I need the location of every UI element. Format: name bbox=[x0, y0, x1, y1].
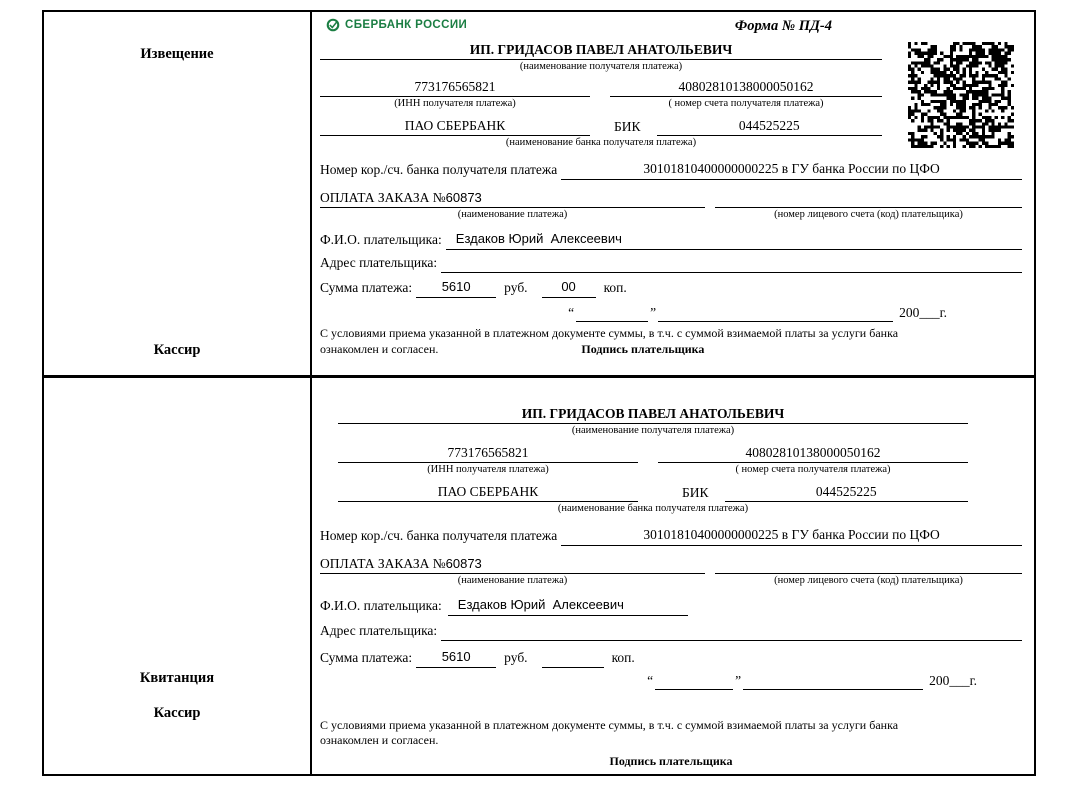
notice-side-column bbox=[44, 12, 312, 375]
bank-caption: (наименование банка получателя платежа) bbox=[557, 503, 749, 514]
inn-account-row bbox=[320, 77, 882, 110]
notice-narrow-block bbox=[320, 40, 882, 149]
account-caption: ( номер счета получателя платежа) bbox=[668, 98, 824, 109]
payer-name-label: Ф.И.О. плательщика: bbox=[320, 232, 442, 247]
corr-label: Номер кор./сч. банка получателя платежа bbox=[320, 162, 558, 177]
bik-label: БИК bbox=[614, 119, 641, 134]
date-close-quote: ” bbox=[735, 673, 742, 688]
agreement-block bbox=[320, 326, 1022, 358]
payment-sum-row bbox=[320, 647, 1022, 668]
date-month-field bbox=[743, 689, 923, 690]
agreement-line1: С условиями приема указанной в платежном документе суммы, в т.ч. с суммой взимаемой платы за услуги банка bbox=[320, 326, 899, 340]
bik-value: 044525225 bbox=[725, 482, 968, 502]
payment-purpose bbox=[320, 188, 705, 208]
payer-address-row bbox=[320, 620, 1022, 641]
sum-kop-value bbox=[542, 667, 604, 668]
receipt-narrow-block bbox=[338, 404, 968, 515]
personal-account-caption: (номер лицевого счета (код) плательщика) bbox=[774, 209, 963, 220]
corr-account-row bbox=[320, 159, 1022, 180]
corr-label: Номер кор./сч. банка получателя платежа bbox=[320, 528, 558, 543]
date-open-quote: “ bbox=[568, 305, 575, 320]
payer-address-label: Адрес плательщика: bbox=[320, 255, 438, 270]
payer-name-value: Ездаков Юрий Алексеевич bbox=[448, 595, 688, 616]
bik-label: БИК bbox=[682, 485, 709, 500]
inn-account-row bbox=[338, 443, 968, 476]
payer-signature-label: Подпись плательщика bbox=[581, 342, 705, 356]
payee-name: ИП. ГРИДАСОВ ПАВЕЛ АНАТОЛЬЕВИЧ bbox=[320, 40, 882, 60]
sum-rub-value: 5610 bbox=[416, 277, 496, 298]
account-value: 40802810138000050162 bbox=[658, 443, 968, 463]
agreement-line2: ознакомлен и согласен. bbox=[320, 733, 439, 747]
date-close-quote: ” bbox=[650, 305, 657, 320]
account-value: 40802810138000050162 bbox=[610, 77, 882, 97]
payer-address-row bbox=[320, 252, 1022, 273]
kop-label: коп. bbox=[611, 650, 635, 665]
bank-row bbox=[338, 482, 968, 502]
date-row bbox=[320, 302, 947, 322]
purpose-prefix: ОПЛАТА ЗАКАЗА № bbox=[320, 556, 446, 571]
personal-account-field bbox=[715, 554, 1022, 574]
receipt-side-label: Квитанция bbox=[139, 670, 215, 686]
date-month-field bbox=[658, 321, 893, 322]
corr-value: 30101810400000000225 в ГУ банка России по ЦФО bbox=[561, 159, 1022, 180]
payer-address-value bbox=[441, 272, 1022, 273]
purpose-captions-row bbox=[320, 208, 1022, 221]
sberbank-logo bbox=[326, 18, 467, 32]
sberbank-logo-icon bbox=[326, 18, 340, 32]
payee-name: ИП. ГРИДАСОВ ПАВЕЛ АНАТОЛЬЕВИЧ bbox=[338, 404, 968, 424]
bik-value: 044525225 bbox=[657, 116, 882, 136]
payee-caption: (наименование получателя платежа) bbox=[571, 425, 735, 436]
corr-value: 30101810400000000225 в ГУ банка России по ЦФО bbox=[561, 525, 1022, 546]
payer-name-row bbox=[320, 229, 1022, 250]
order-number: 60873 bbox=[445, 190, 482, 205]
corr-account-row bbox=[320, 525, 1022, 546]
bank-caption: (наименование банка получателя платежа) bbox=[505, 137, 697, 148]
payer-name-row bbox=[320, 595, 1022, 616]
inn-caption: (ИНН получателя платежа) bbox=[427, 464, 549, 475]
personal-account-field bbox=[715, 188, 1022, 208]
receipt-section bbox=[44, 378, 1034, 774]
date-day-field bbox=[576, 321, 648, 322]
form-number: Форма № ПД-4 bbox=[734, 18, 832, 34]
date-open-quote: “ bbox=[647, 673, 654, 688]
agreement-line2: ознакомлен и согласен. bbox=[320, 342, 439, 356]
payee-caption: (наименование получателя платежа) bbox=[519, 61, 683, 72]
sum-kop-value: 00 bbox=[542, 277, 596, 298]
inn-value: 773176565821 bbox=[320, 77, 590, 97]
order-number: 60873 bbox=[445, 556, 482, 571]
bank-row bbox=[320, 116, 882, 136]
purpose-caption: (наименование платежа) bbox=[457, 575, 568, 586]
sum-label: Сумма платежа: bbox=[320, 650, 413, 665]
notice-header-row bbox=[320, 18, 1022, 38]
payer-name-label: Ф.И.О. плательщика: bbox=[320, 598, 442, 613]
notice-section bbox=[44, 12, 1034, 378]
notice-side-label: Извещение bbox=[140, 46, 214, 62]
payer-name-value: Ездаков Юрий Алексеевич bbox=[446, 229, 1022, 250]
payer-address-value bbox=[441, 640, 1022, 641]
purpose-captions-row bbox=[320, 574, 1022, 587]
payment-sum-row bbox=[320, 277, 1022, 298]
sum-rub-value: 5610 bbox=[416, 647, 496, 668]
notice-cashier-label: Кассир bbox=[153, 342, 201, 358]
sberbank-logo-text: СБЕРБАНК РОССИИ bbox=[345, 19, 468, 31]
date-day-field bbox=[655, 689, 733, 690]
receipt-side-column bbox=[44, 378, 312, 774]
agreement-block bbox=[320, 718, 1022, 769]
receipt-cashier-label: Кассир bbox=[153, 705, 201, 721]
date-year: 200___г. bbox=[899, 305, 947, 320]
inn-value: 773176565821 bbox=[338, 443, 638, 463]
purpose-caption: (наименование платежа) bbox=[457, 209, 568, 220]
bank-name: ПАО СБЕРБАНК bbox=[320, 116, 590, 136]
kop-label: коп. bbox=[603, 280, 627, 295]
qr-code bbox=[908, 42, 1014, 148]
purpose-prefix: ОПЛАТА ЗАКАЗА № bbox=[320, 190, 446, 205]
purpose-row bbox=[320, 554, 1022, 574]
notice-form-body bbox=[312, 12, 1034, 375]
rub-label: руб. bbox=[504, 280, 528, 295]
personal-account-caption: (номер лицевого счета (код) плательщика) bbox=[774, 575, 963, 586]
sum-label: Сумма платежа: bbox=[320, 280, 413, 295]
purpose-row bbox=[320, 188, 1022, 208]
date-year: 200___г. bbox=[929, 673, 977, 688]
receipt-form-body bbox=[312, 378, 1034, 774]
date-row bbox=[320, 670, 977, 690]
agreement-line1: С условиями приема указанной в платежном документе суммы, в т.ч. с суммой взимаемой платы за услуги банка bbox=[320, 718, 899, 732]
payer-signature-label: Подпись плательщика bbox=[609, 754, 733, 768]
payment-form-pd4 bbox=[42, 10, 1036, 776]
payment-purpose bbox=[320, 554, 705, 574]
inn-caption: (ИНН получателя платежа) bbox=[394, 98, 516, 109]
rub-label: руб. bbox=[504, 650, 528, 665]
account-caption: ( номер счета получателя платежа) bbox=[735, 464, 891, 475]
bank-name: ПАО СБЕРБАНК bbox=[338, 482, 638, 502]
payer-address-label: Адрес плательщика: bbox=[320, 623, 438, 638]
